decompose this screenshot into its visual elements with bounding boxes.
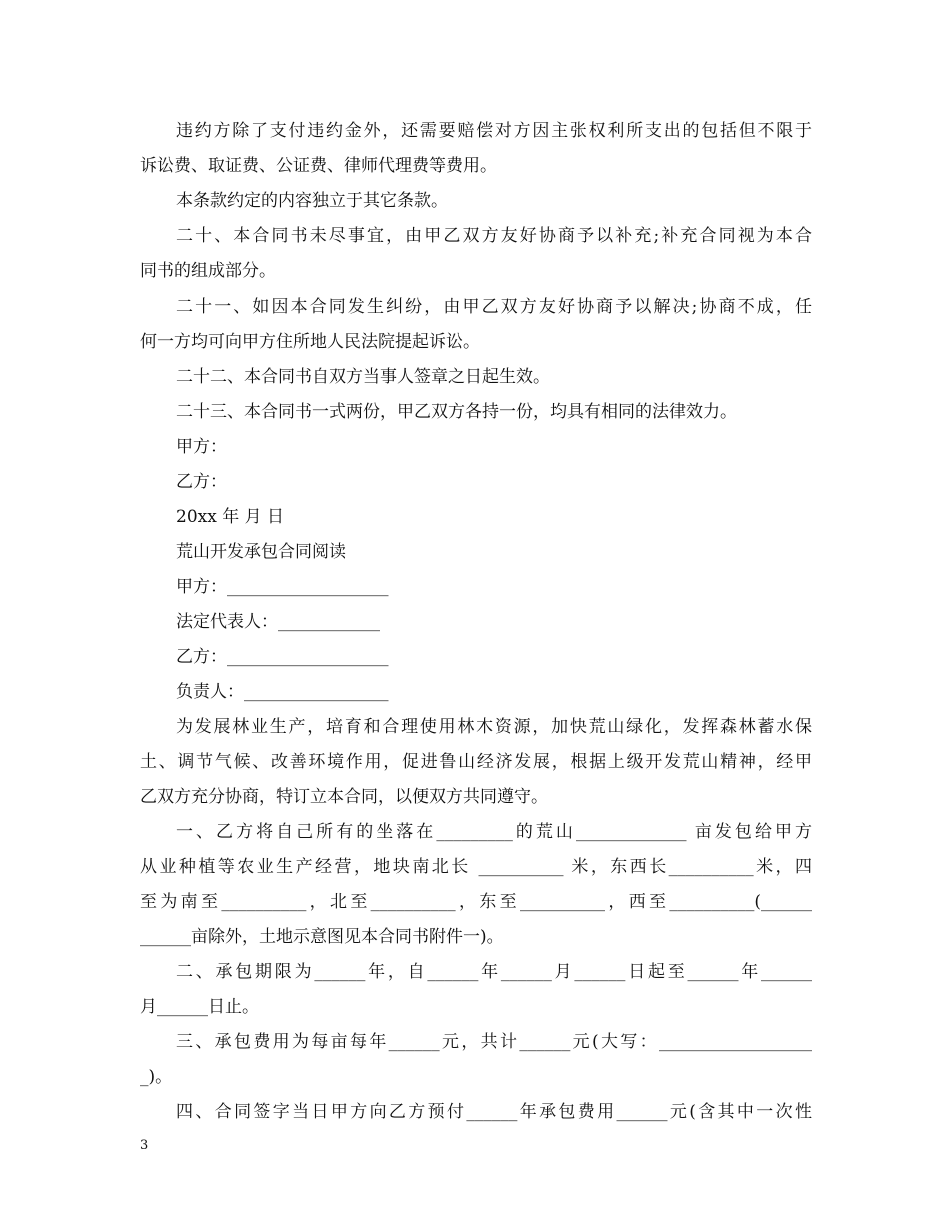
- text-line: 荒山开发承包合同阅读: [176, 542, 346, 562]
- text-line: 同书的组成部分。: [140, 261, 276, 281]
- text-line: 从业种植等农业生产经营，地块南北长 __________ 米，东西长__________米，四: [140, 857, 812, 877]
- text-line: 乙方：: [176, 472, 227, 492]
- text-line: 四、合同签字当日甲方向乙方预付______年承包费用______元(含其中一次性: [176, 1102, 812, 1122]
- text-line: 违约方除了支付违约金外，还需要赔偿对方因主张权利所支出的包括但不限于: [176, 121, 812, 141]
- text-line: 土、调节气候、改善环境作用，促进鲁山经济发展，根据上级开发荒山精神，经甲: [140, 752, 812, 772]
- text-line: 二十一、如因本合同发生纠纷，由甲乙双方友好协商予以解决;协商不成，任: [176, 297, 812, 317]
- text-line: 二、承包期限为______年，自______年______月______日起至______年______: [176, 962, 812, 982]
- text-line: _)。: [140, 1067, 173, 1087]
- text-line: 至为南至__________，北至__________，东至__________，西至__________(______: [140, 892, 812, 912]
- text-line: 20xx 年 月 日: [176, 507, 285, 527]
- text-line: 诉讼费、取证费、公证费、律师代理费等费用。: [140, 156, 497, 176]
- text-line: 甲方：___________________: [176, 577, 389, 597]
- text-line: 为发展林业生产，培育和合理使用林木资源，加快荒山绿化，发挥森林蓄水保: [176, 717, 812, 737]
- text-line: 三、承包费用为每亩每年______元，共计______元(大写：__________________: [176, 1032, 812, 1052]
- text-line: 二十三、本合同书一式两份，甲乙双方各持一份，均具有相同的法律效力。: [176, 402, 737, 422]
- text-line: 二十、本合同书未尽事宜，由甲乙双方友好协商予以补充;补充合同视为本合: [176, 226, 812, 246]
- text-line: 一、乙方将自己所有的坐落在_________的荒山_____________ 亩发包给甲方: [176, 822, 812, 842]
- text-line: 乙方：___________________: [176, 647, 389, 667]
- text-line: 法定代表人：____________: [176, 612, 380, 632]
- text-line: 乙双方充分协商，特订立本合同，以便双方共同遵守。: [140, 787, 548, 807]
- text-line: 何一方均可向甲方住所地人民法院提起诉讼。: [140, 332, 480, 352]
- text-line: 二十二、本合同书自双方当事人签章之日起生效。: [176, 367, 550, 387]
- text-line: 本条款约定的内容独立于其它条款。: [176, 191, 448, 211]
- page-number: 3: [140, 1138, 149, 1153]
- text-line: ______亩除外，土地示意图见本合同书附件一)。: [140, 927, 504, 947]
- text-line: 甲方：: [176, 437, 227, 457]
- text-line: 负责人：_________________: [176, 682, 389, 702]
- text-line: 月______日止。: [140, 997, 259, 1017]
